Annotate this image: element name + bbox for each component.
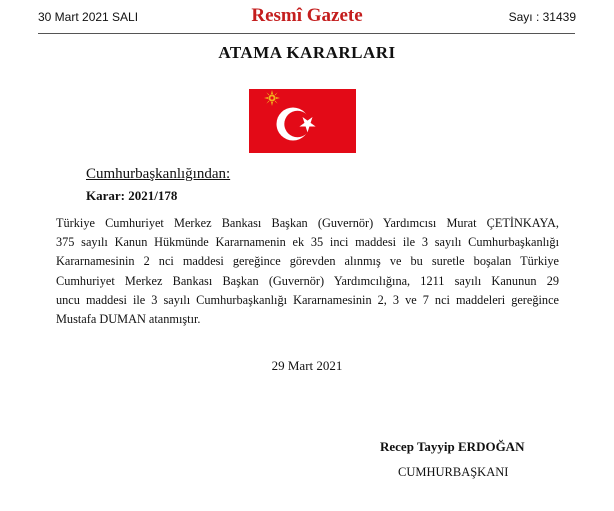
- decision-number: Karar: 2021/178: [86, 188, 178, 203]
- issuing-authority: Cumhurbaşkanlığından:: [86, 166, 231, 182]
- decree-line: 375 sayılı Kanun Hükmünde Kararnamenin ek 35 inci maddesi ile 3 sayılı Cumhurbaşkanlığı: [56, 235, 559, 250]
- decree-body: [56, 214, 559, 329]
- signatory-name: Recep Tayyip ERDOĞAN: [380, 439, 525, 454]
- header-divider: [38, 33, 575, 34]
- header-date: 30 Mart 2021 SALI: [38, 10, 139, 24]
- decree-date: 29 Mart 2021: [271, 358, 343, 373]
- decree-line: uncu maddesi ile 3 sayılı Cumhurbaşkanlığı Kararnamesinin 2, 3 ve 7 nci maddeleri gereğince: [56, 292, 559, 307]
- section-title: ATAMA KARARLARI: [218, 43, 396, 62]
- gazette-title: Resmî Gazete: [251, 5, 363, 26]
- header-issue-number: Sayı : 31439: [508, 10, 576, 24]
- decree-line: Türkiye Cumhuriyet Merkez Bankası Başkan (Guvernör) Yardımcısı Murat ÇETİNKAYA,: [56, 216, 559, 230]
- presidential-seal-icon: [263, 89, 281, 112]
- decree-line: Mustafa DUMAN atanmıştır.: [56, 312, 201, 327]
- decree-line: Kararnamesinin 2 nci maddesi gereğince görevden alınmış ve bu suretle boşalan Türkiye: [56, 254, 559, 269]
- decree-line: Cumhuriyet Merkez Bankası Başkan (Guvernör) Yardımcılığına, 1211 sayılı Kanunun 29: [56, 273, 559, 288]
- signatory-title: CUMHURBAŞKANI: [398, 465, 509, 479]
